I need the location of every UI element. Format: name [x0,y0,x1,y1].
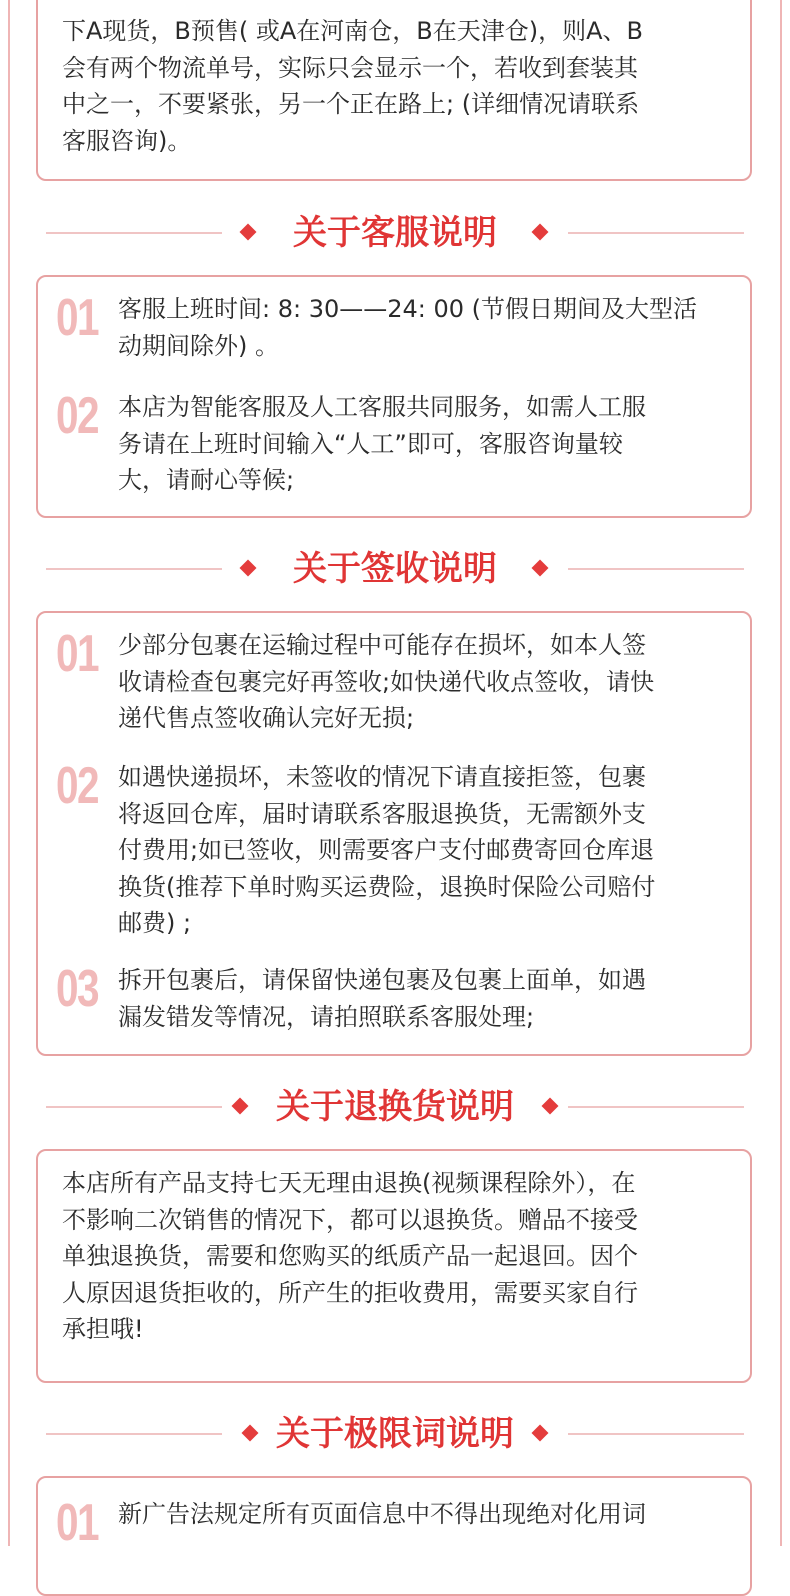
list-item [38,962,750,1035]
item-line: 漏发错发等情况，请拍照联系客服处理; [118,1002,535,1031]
item-number: 01 [56,1494,98,1552]
item-line: 换货(推荐下单时购买运费险，退换时保险公司赔付 [118,872,656,901]
item-line: 务请在上班时间输入“人工”即可，客服咨询量较 [118,429,623,458]
list-item [38,1494,750,1552]
logistics-note-card [36,0,752,181]
item-line: 大，请耐心等候; [118,466,295,494]
section-header-signing [0,539,790,599]
section-header-restricted-words [0,1404,790,1464]
list-item [38,759,750,942]
item-line: 如遇快递损坏，未签收的情况下请直接拒签，包裹 [118,763,646,791]
note-line: 下A现货，B预售( 或A在河南仓，B在天津仓)，则A、B [62,17,644,45]
section-title: 关于退换货说明 [276,1087,514,1127]
item-line: 动期间除外) 。 [118,331,279,360]
restricted-words-card [36,1476,752,1596]
item-line: 邮费) ; [118,909,192,937]
divider-line [568,568,744,570]
item-line: 付费用;如已签收，则需要客户支付邮费寄回仓库退 [118,836,655,864]
item-line: 收请检查包裹完好再签收;如快递代收点签收，请快 [118,667,655,696]
returns-line: 单独退换货，需要和您购买的纸质产品一起退回。因个 [62,1242,638,1270]
section-title: 关于签收说明 [293,549,497,589]
item-number: 02 [56,387,98,445]
list-item [38,291,750,364]
note-line: 中之一，不要紧张，另一个正在路上; (详细情况请联系 [62,90,640,118]
item-number: 03 [56,960,98,1018]
item-line: 将返回仓库，届时请联系客服退换货，无需额外支 [118,799,646,828]
returns-line: 人原因退货拒收的，所产生的拒收费用，需要买家自行 [62,1278,638,1307]
divider-line [568,1433,744,1435]
section-title: 关于极限词说明 [276,1414,514,1454]
item-line: 新广告法规定所有页面信息中不得出现绝对化用词 [118,1500,646,1528]
item-line: 递代售点签收确认完好无损; [118,704,415,732]
returns-line: 不影响二次销售的情况下，都可以退换货。赠品不接受 [62,1205,638,1234]
item-line: 拆开包裹后，请保留快递包裹及包裹上面单，如遇 [118,966,646,994]
item-number: 02 [56,757,98,815]
section-header-returns [0,1077,790,1137]
item-number: 01 [56,625,98,683]
item-number: 01 [56,289,98,347]
list-item [38,389,750,499]
list-item [38,627,750,737]
item-line: 本店为智能客服及人工客服共同服务，如需人工服 [118,393,646,421]
note-line: 会有两个物流单号，实际只会显示一个，若收到套装其 [62,53,638,82]
signing-card [36,611,752,1056]
returns-line: 本店所有产品支持七天无理由退换(视频课程除外），在 [62,1169,636,1197]
item-line: 少部分包裹在运输过程中可能存在损坏，如本人签 [118,631,646,659]
customer-service-card [36,275,752,518]
section-title: 关于客服说明 [293,213,497,253]
divider-line [568,1106,744,1108]
section-header-customer-service [0,203,790,263]
item-line: 客服上班时间: 8: 30——24: 00 (节假日期间及大型活 [118,295,698,323]
divider-line [568,232,744,234]
note-line: 客服咨询)。 [62,126,192,155]
returns-line: 承担哦! [62,1315,144,1343]
returns-card [36,1149,752,1383]
